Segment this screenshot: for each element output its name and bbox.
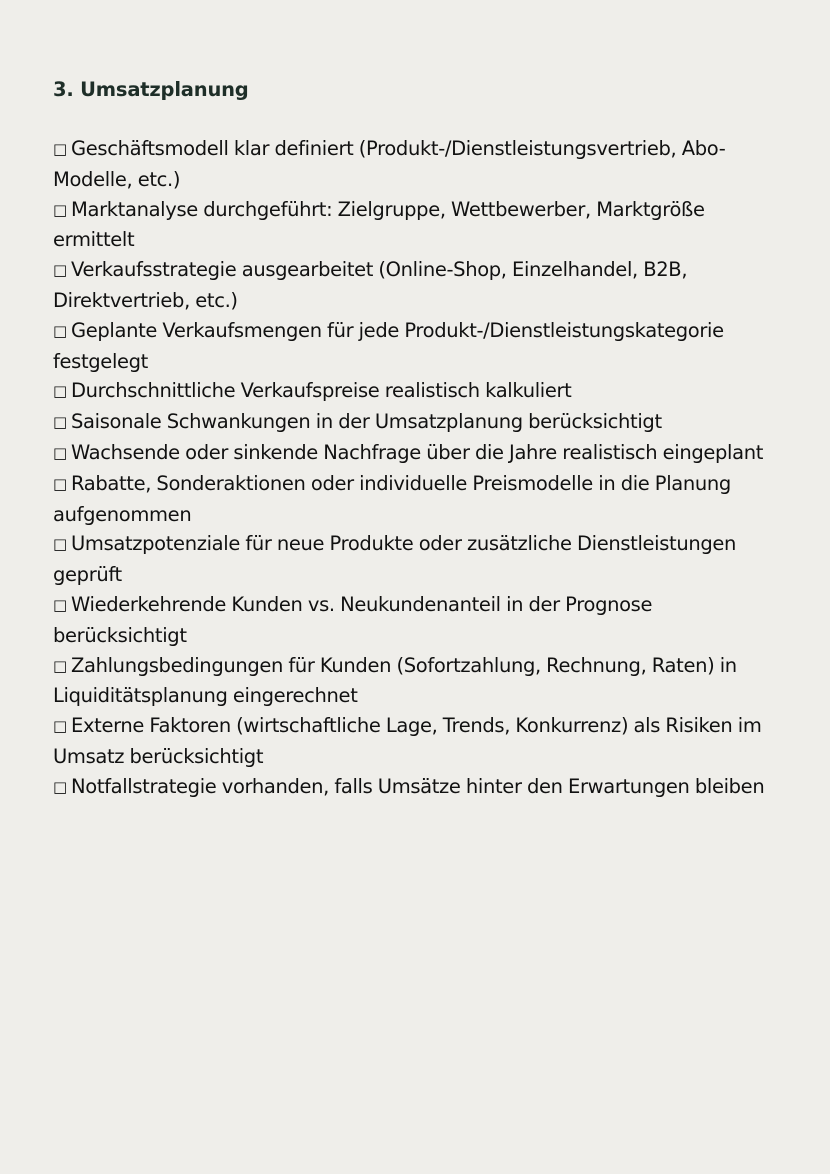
checkbox-icon: □ bbox=[53, 474, 67, 493]
checkbox-icon: □ bbox=[53, 595, 67, 614]
checkbox-icon: □ bbox=[53, 656, 67, 675]
checkbox-icon: □ bbox=[53, 443, 67, 462]
checklist-item-text: Umsatzpotenziale für neue Produkte oder zusätzliche Dienstleistungen geprüft bbox=[53, 532, 737, 587]
checkbox-icon: □ bbox=[53, 413, 67, 432]
checkbox-icon: □ bbox=[53, 717, 67, 736]
checkbox-icon: □ bbox=[53, 535, 67, 554]
checklist-item bbox=[53, 772, 783, 803]
checkbox-icon: □ bbox=[53, 261, 67, 280]
checkbox-icon: □ bbox=[53, 200, 67, 219]
checklist-item bbox=[53, 134, 783, 195]
checklist-item-text: Marktanalyse durchgeführt: Zielgruppe, Wettbewerber, Marktgröße ermittelt bbox=[53, 197, 705, 252]
checklist-item bbox=[53, 438, 783, 469]
checklist-item-text: Wiederkehrende Kunden vs. Neukundenanteil in der Prognose berücksichtigt bbox=[53, 592, 653, 647]
checklist-item bbox=[53, 376, 783, 407]
checklist-item bbox=[53, 255, 783, 316]
checklist-item-text: Durchschnittliche Verkaufspreise realistisch kalkuliert bbox=[71, 379, 572, 403]
checklist-item-text: Externe Faktoren (wirtschaftliche Lage, Trends, Konkurrenz) als Risiken im Umsatz berücksichtigt bbox=[53, 714, 762, 768]
checklist-item bbox=[53, 590, 783, 651]
checklist-item-text: Rabatte, Sonderaktionen oder individuelle Preismodelle in die Planung aufgenommen bbox=[53, 471, 731, 526]
checklist-item bbox=[53, 711, 783, 772]
checklist-item-text: Wachsende oder sinkende Nachfrage über die Jahre realistisch eingeplant bbox=[71, 440, 764, 464]
checklist-item bbox=[53, 529, 783, 590]
checklist-item-text: Geschäftsmodell klar definiert (Produkt-/Dienstleistungsvertrieb, Abo-Modelle, etc.) bbox=[53, 137, 726, 191]
document-page bbox=[53, 74, 783, 803]
checklist-item-text: Saisonale Schwankungen in der Umsatzplanung berücksichtigt bbox=[71, 410, 662, 434]
checklist-item bbox=[53, 195, 783, 256]
checkbox-icon: □ bbox=[53, 382, 67, 401]
checklist-item-text: Zahlungsbedingungen für Kunden (Sofortzahlung, Rechnung, Raten) in Liquiditätsplanung eingerechnet bbox=[53, 653, 737, 708]
checkbox-icon: □ bbox=[53, 321, 67, 340]
checkbox-icon: □ bbox=[53, 140, 67, 158]
checklist-item-text: Verkaufsstrategie ausgearbeitet (Online-Shop, Einzelhandel, B2B, Direktvertrieb, etc.) bbox=[53, 258, 688, 312]
section-title: 3. Umsatzplanung bbox=[53, 78, 249, 101]
checkbox-icon: □ bbox=[53, 777, 67, 796]
checklist bbox=[53, 134, 783, 803]
checklist-item-text: Geplante Verkaufsmengen für jede Produkt-/Dienstleistungskategorie festgelegt bbox=[53, 318, 724, 373]
checklist-item-text: Notfallstrategie vorhanden, falls Umsätze hinter den Erwartungen bleiben bbox=[71, 774, 765, 798]
checklist-item bbox=[53, 407, 783, 438]
checklist-item bbox=[53, 651, 783, 712]
checklist-item bbox=[53, 316, 783, 377]
checklist-item bbox=[53, 469, 783, 530]
